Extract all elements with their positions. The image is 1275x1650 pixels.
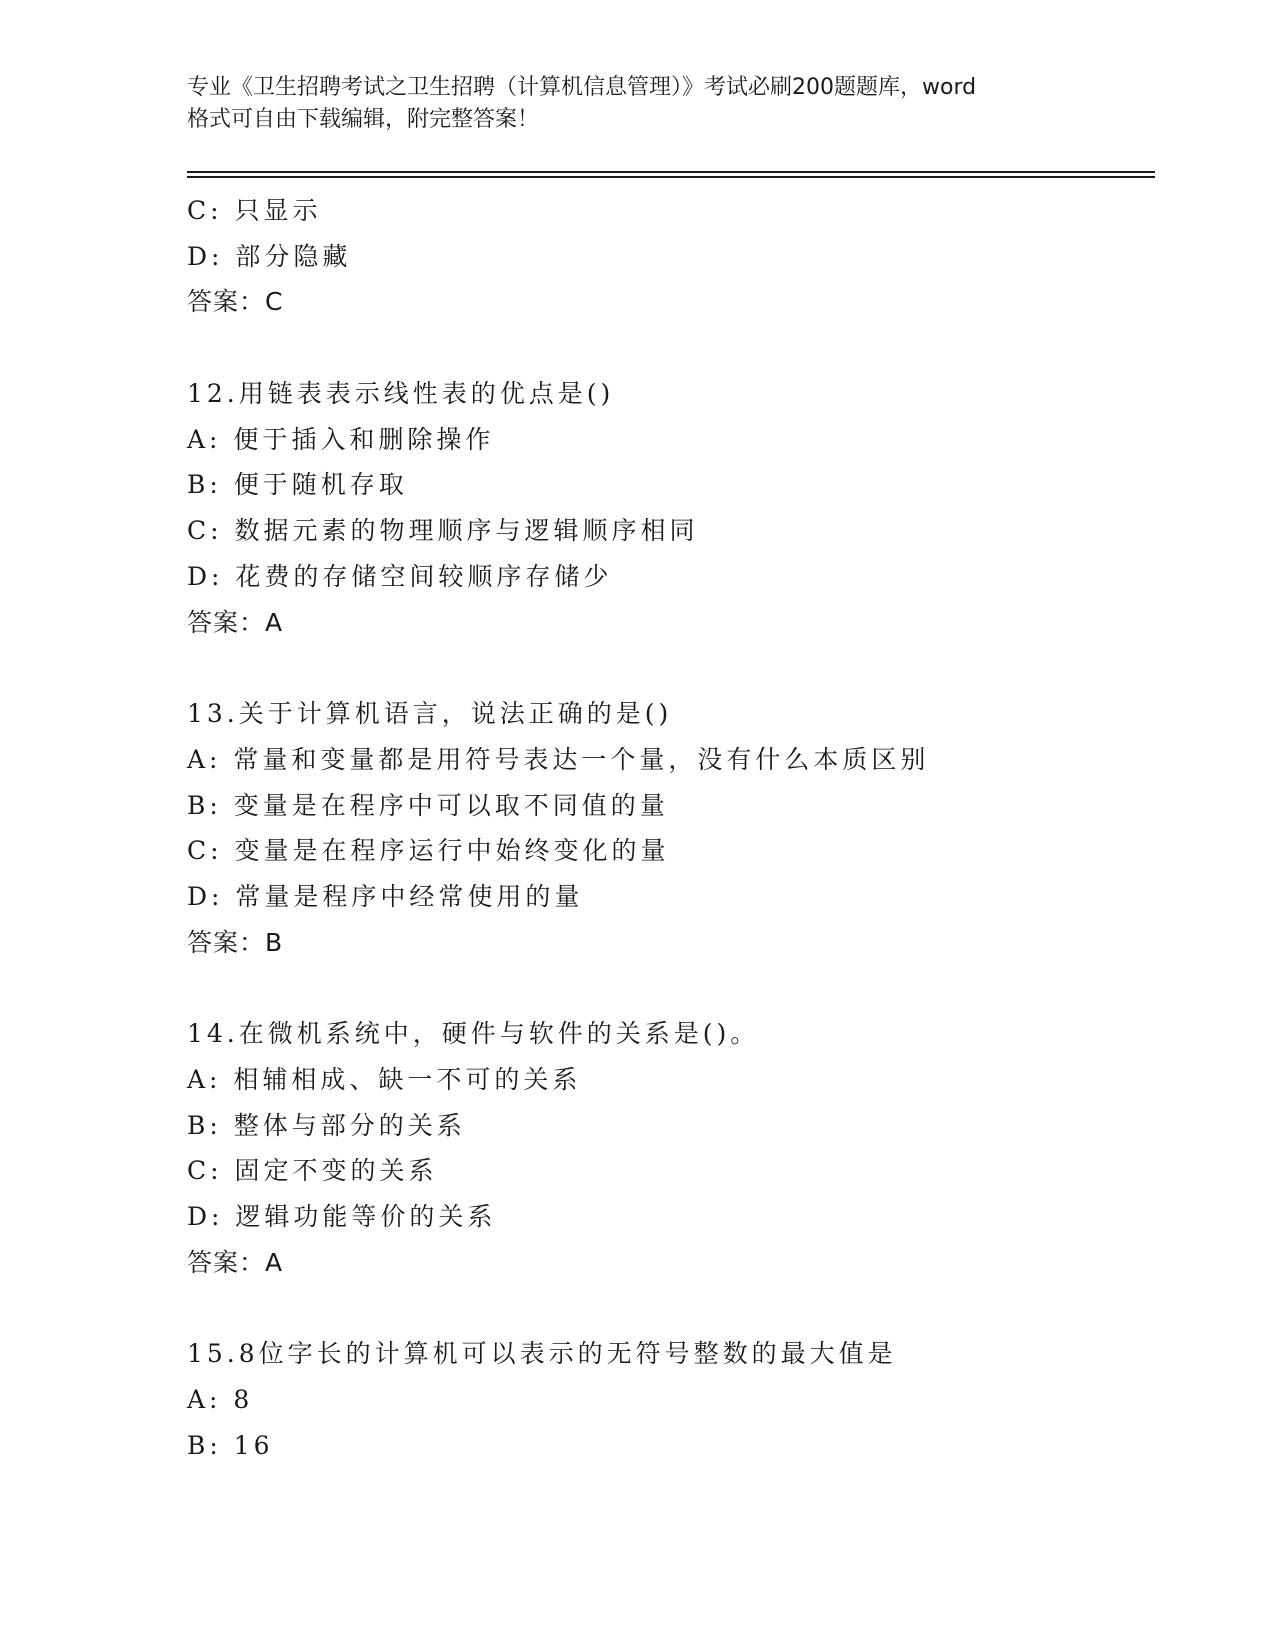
option-c: C: 变量是在程序运行中始终变化的量: [187, 836, 670, 866]
option-b: B: 整体与部分的关系: [187, 1110, 466, 1140]
option-c: C: 数据元素的物理顺序与逻辑顺序相同: [187, 516, 699, 546]
option-d: D: 逻辑功能等价的关系: [187, 1202, 497, 1232]
option-a: A: 常量和变量都是用符号表达一个量，没有什么本质区别: [187, 744, 930, 774]
header-divider-top: [187, 171, 1155, 173]
answer-line: 答案：A: [187, 1247, 284, 1277]
option-b: B: 便于随机存取: [187, 470, 408, 500]
question-block-15: [187, 1331, 1155, 1468]
question-stem: 12.用链表表示线性表的优点是(): [187, 379, 615, 409]
header-title-line-2: 格式可自由下载编辑，附完整答案！: [187, 107, 540, 132]
leading-question-fragment: [187, 188, 1155, 325]
answer-line: 答案：C: [187, 287, 284, 317]
header-divider-bottom: [187, 176, 1155, 178]
option-a: A: 相辅相成、缺一不可的关系: [187, 1065, 582, 1094]
question-list: [187, 188, 1155, 1469]
option-c: C: 只显示: [187, 196, 322, 225]
option-d: D: 部分隐藏: [187, 241, 352, 271]
answer-line: 答案：B: [187, 927, 284, 957]
option-c: C: 固定不变的关系: [187, 1156, 438, 1186]
option-a: A: 8: [187, 1385, 254, 1415]
option-b: B: 16: [187, 1430, 274, 1460]
question-stem: 13.关于计算机语言，说法正确的是(): [187, 699, 673, 729]
question-block-12: [187, 371, 1155, 645]
question-stem: 14.在微机系统中，硬件与软件的关系是()。: [187, 1019, 760, 1049]
option-b: B: 变量是在程序中可以取不同值的量: [187, 790, 669, 820]
header-title-line-1: 专业《卫生招聘考试之卫生招聘（计算机信息管理）》考试必刷200题题库，word: [187, 75, 977, 100]
document-header: [187, 72, 1087, 136]
option-d: D: 花费的存储空间较顺序存储少: [187, 561, 613, 591]
question-block-14: [187, 1011, 1155, 1285]
option-d: D: 常量是程序中经常使用的量: [187, 881, 584, 911]
question-stem: 15.8位字长的计算机可以表示的无符号整数的最大值是: [187, 1339, 897, 1369]
answer-line: 答案：A: [187, 607, 284, 637]
option-a: A: 便于插入和删除操作: [187, 424, 495, 454]
question-block-13: [187, 691, 1155, 965]
